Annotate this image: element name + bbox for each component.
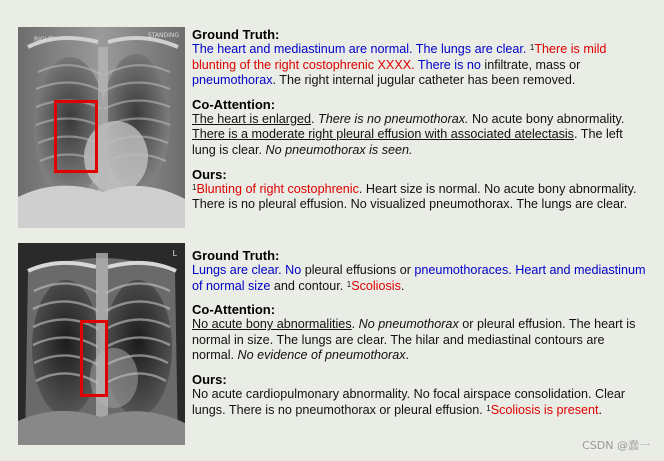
ground-truth-heading: Ground Truth: xyxy=(192,248,280,263)
attention-box xyxy=(54,100,98,173)
co-attention-heading: Co-Attention: xyxy=(192,96,276,112)
ours-heading: Ours: xyxy=(192,166,227,182)
chest-xray-image-2 xyxy=(18,243,185,445)
ours-text: No acute cardiopulmonary abnormality. No focal airspace consolidation. Clear lungs. There is no pneumothorax or pleural effusion. $^1$Scoliosis is present. xyxy=(192,386,626,417)
co-attention-text: The heart is enlarged. There is no pneumothorax. No acute bony abnormality. There is a moderate right pleural effusion with associated atelectasis. The left lung is clear. No pneumothorax is seen. xyxy=(192,111,625,157)
image-tag-right: STANDING xyxy=(147,32,179,39)
co-attention-text: No acute bony abnormalities. No pneumothorax or pleural effusion. The heart is normal in size. The lungs are clear. The hilar and mediastinal contours are normal. No evidence of pneumothorax. xyxy=(192,317,636,363)
ground-truth-text: Lungs are clear. No pleural effusions or pneumothoraces. Heart and mediastinum of normal size and contour. $^1$Scoliosis. xyxy=(192,263,646,293)
case-1-reports xyxy=(192,27,648,213)
chest-xray-image-1 xyxy=(18,27,185,228)
ground-truth-text: The heart and mediastinum are normal. The lungs are clear. $^1$There is mild blunting of the right costophrenic XXXX. There is no infiltrate, mass or pneumothorax. The right internal jugular catheter has been removed. xyxy=(192,42,607,88)
attention-box xyxy=(80,320,108,397)
case-2-reports xyxy=(192,248,648,418)
ours-heading: Ours: xyxy=(192,371,227,387)
image-tag-left: RIGHT xyxy=(34,36,53,43)
ours-text: $^1$Blunting of right costophrenic. Heart size is normal. No acute bony abnormality. There is no pleural effusion. No visualized pneumothorax. The lungs are clear. xyxy=(192,181,637,212)
co-attention-heading: Co-Attention: xyxy=(192,302,276,318)
watermark: CSDN @蠢一 xyxy=(582,439,650,452)
image-tag-right: L xyxy=(172,249,177,258)
ground-truth-heading: Ground Truth: xyxy=(192,27,280,42)
